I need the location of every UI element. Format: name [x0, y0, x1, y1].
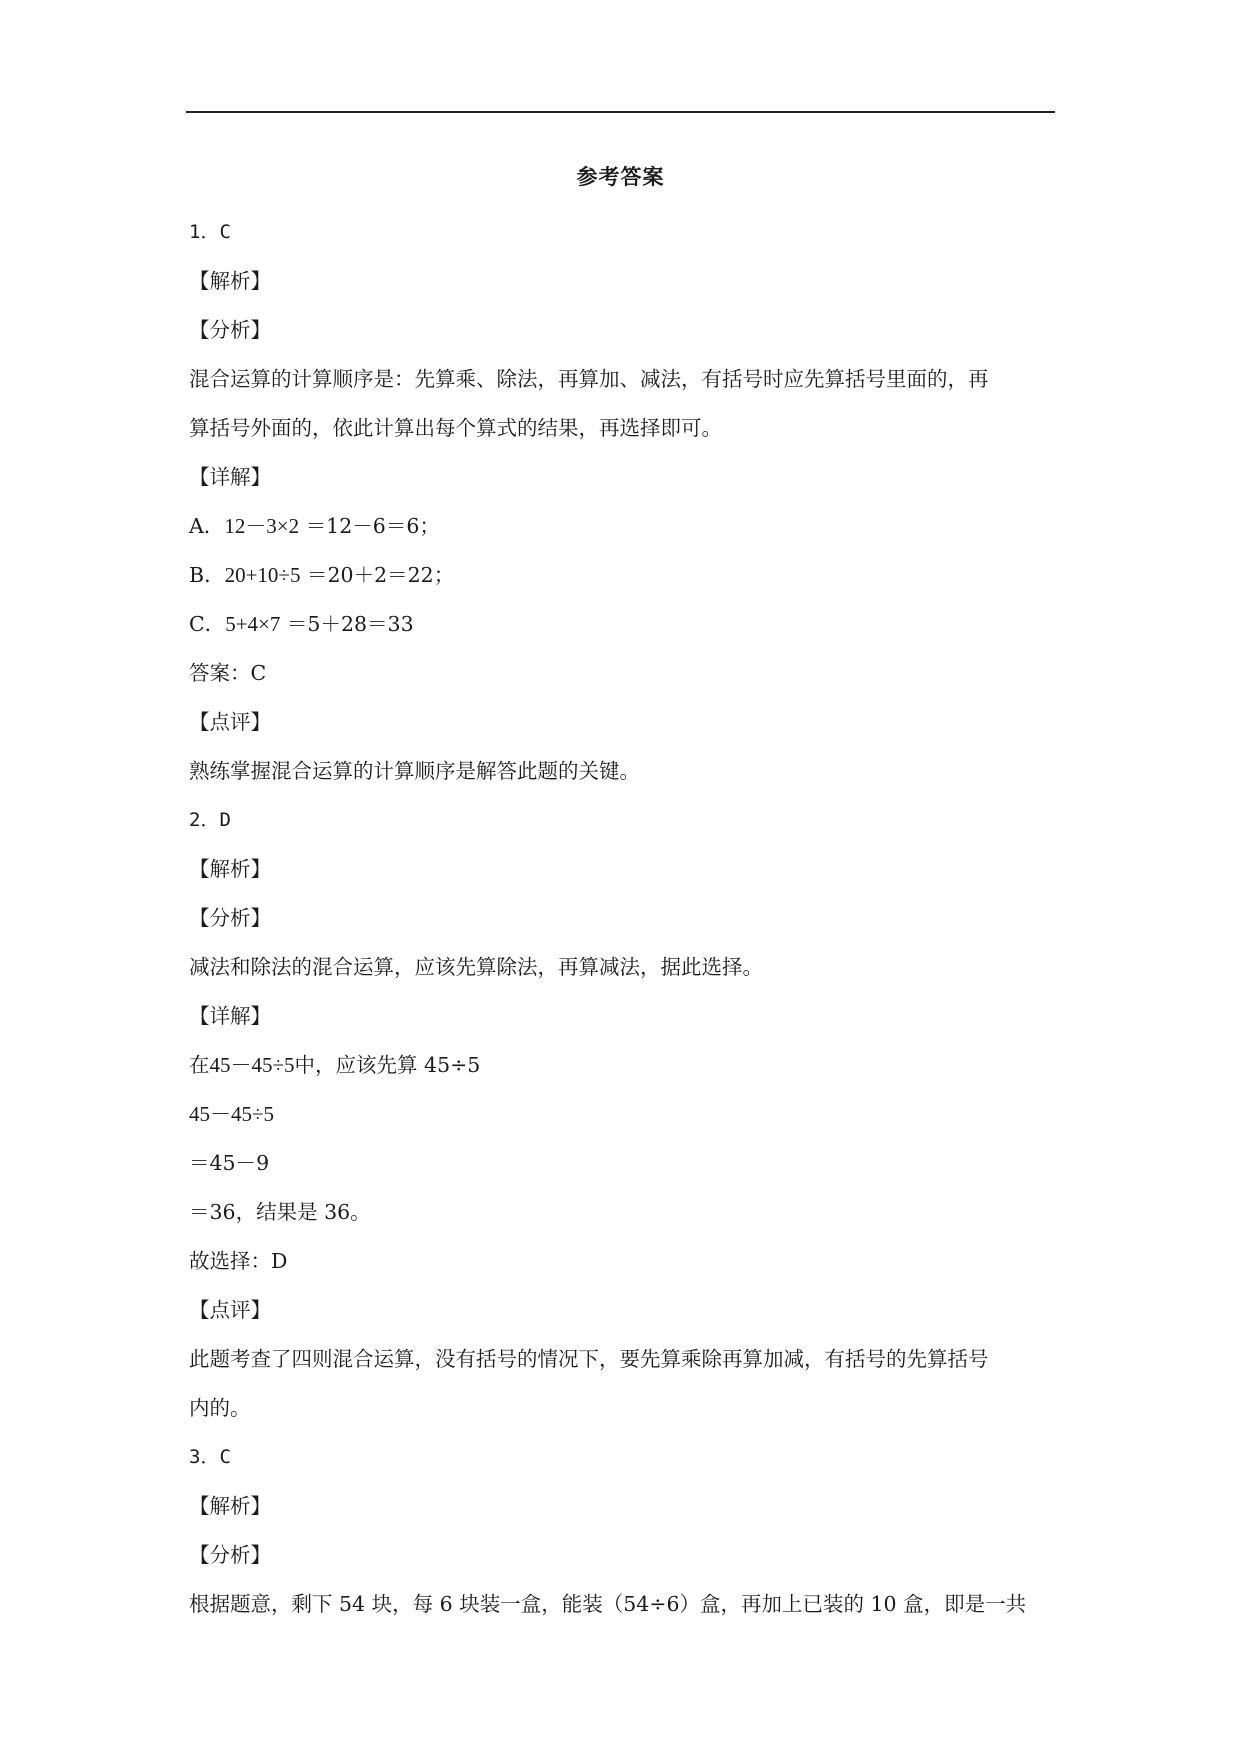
- q2-detail-1-prefix: 在: [189, 1053, 210, 1077]
- q2-detail-1-expression: 45－45÷5: [209, 1053, 295, 1077]
- answer-content: [189, 208, 1055, 1629]
- q1-option-a: [189, 502, 1055, 551]
- q2-fenxi-heading: 【分析】: [189, 906, 271, 930]
- q2-fenxi-text: 减法和除法的混合运算，应该先算除法，再算减法，据此选择。: [189, 955, 763, 979]
- q2-detail-1-suffix: 中，应该先算 45÷5: [294, 1053, 481, 1077]
- q1-option-a-prefix: A．: [189, 514, 225, 538]
- q1-option-b-prefix: B．: [189, 563, 225, 587]
- q2-xiangjie-heading: 【详解】: [189, 1004, 271, 1028]
- q2-detail-line-3: ＝45－9: [189, 1151, 270, 1175]
- q2-jiexi-heading: 【解析】: [189, 857, 271, 881]
- q1-option-b-expression: 20+10÷5: [224, 563, 301, 587]
- q2-answer: 故选择：D: [189, 1249, 288, 1273]
- q1-option-b-result: ＝20＋2＝22；: [306, 563, 455, 587]
- q1-option-a-expression: 12－3×2: [224, 514, 300, 538]
- q2-dianping-text-2: 内的。: [189, 1396, 251, 1420]
- q1-fenxi-text-2: 算括号外面的，依此计算出每个算式的结果，再选择即可。: [189, 416, 722, 440]
- header-rule: [186, 111, 1055, 113]
- q3-fenxi-text-1: 根据题意，剩下 54 块，每 6 块装一盒，能装（54÷6）盒，再加上已装的 10 盒，即是一共: [189, 1592, 1027, 1616]
- q1-fenxi-text-1: 混合运算的计算顺序是：先算乘、除法，再算加、减法，有括号时应先算括号里面的，再: [189, 367, 989, 391]
- q1-option-a-result: ＝12－6＝6；: [305, 514, 440, 538]
- page-title: 参考答案: [576, 164, 665, 189]
- q2-detail-2-expression: 45－45÷5: [189, 1102, 275, 1126]
- question-1-number: 1．C: [189, 221, 231, 243]
- q1-dianping-text: 熟练掌握混合运算的计算顺序是解答此题的关键。: [189, 759, 640, 783]
- q2-detail-line-1: [189, 1041, 1055, 1090]
- q3-jiexi-heading: 【解析】: [189, 1494, 271, 1518]
- q1-jiexi-heading: 【解析】: [189, 269, 271, 293]
- q1-option-c: [189, 600, 1055, 649]
- q2-detail-line-4: ＝36，结果是 36。: [189, 1200, 371, 1224]
- question-2-number: 2．D: [189, 809, 231, 831]
- question-3-number: 3．C: [189, 1446, 231, 1468]
- q3-fenxi-heading: 【分析】: [189, 1543, 271, 1567]
- q1-option-c-prefix: C．: [189, 612, 226, 636]
- q2-dianping-heading: 【点评】: [189, 1298, 271, 1322]
- q1-answer: 答案：C: [189, 661, 267, 685]
- q2-detail-line-2: [189, 1090, 1055, 1139]
- q2-dianping-text-1: 此题考查了四则混合运算，没有括号的情况下，要先算乘除再算加减，有括号的先算括号: [189, 1347, 989, 1371]
- q1-option-c-expression: 5+4×7: [225, 612, 281, 636]
- q1-fenxi-heading: 【分析】: [189, 318, 271, 342]
- q1-option-c-result: ＝5＋28＝33: [286, 612, 414, 636]
- q1-dianping-heading: 【点评】: [189, 710, 271, 734]
- q1-option-b: [189, 551, 1055, 600]
- q1-xiangjie-heading: 【详解】: [189, 465, 271, 489]
